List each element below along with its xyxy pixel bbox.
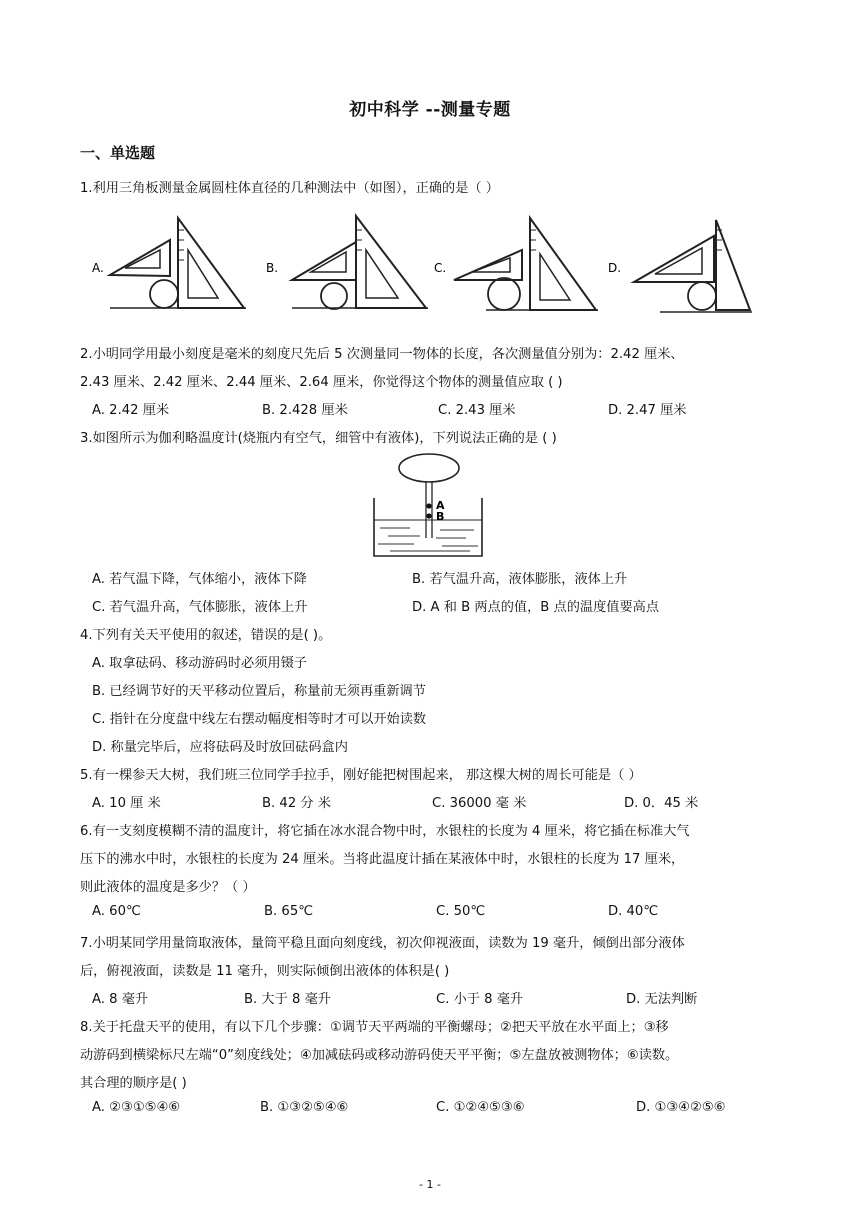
question-6-option-c[interactable]: C. 50℃ (436, 904, 486, 919)
question-8-option-b[interactable]: B. ①③②⑤④⑥ (260, 1100, 349, 1115)
question-6-option-a[interactable]: A. 60℃ (92, 904, 141, 919)
question-2-option-c[interactable]: C. 2.43 厘米 (438, 403, 516, 418)
question-4-option-c[interactable]: C. 指针在分度盘中线左右摆动幅度相等时才可以开始读数 (92, 712, 427, 727)
question-1-figures (80, 210, 760, 322)
question-3-option-d[interactable]: D. A 和 B 两点的值，B 点的温度值要高点 (412, 600, 660, 615)
question-5-stem: 5.有一棵参天大树，我们班三位同学手拉手，刚好能把树围起来， 那这棵大树的周长可能是（ ） (80, 768, 642, 783)
question-7-option-a[interactable]: A. 8 毫升 (92, 992, 149, 1007)
question-5-option-c[interactable]: C. 36000 毫 米 (432, 796, 527, 811)
question-8-stem-line2: 动游码到横梁标尺左端“0”刻度线处；④加减砝码或移动游码使天平平衡；⑤左盘放被测物体；⑥读数。 (80, 1048, 679, 1063)
question-6-stem-line1: 6.有一支刻度模糊不清的温度计，将它插在冰水混合物中时，水银柱的长度为 4 厘米，将它插在标准大气 (80, 824, 690, 839)
question-8-option-a[interactable]: A. ②③①⑤④⑥ (92, 1100, 181, 1115)
question-8-option-d[interactable]: D. ①③④②⑤⑥ (636, 1100, 726, 1115)
figure-c-triangle-rulers (434, 218, 598, 310)
galileo-thermometer-figure (370, 450, 490, 560)
question-8-option-c[interactable]: C. ①②④⑤③⑥ (436, 1100, 525, 1115)
question-6-stem-line2: 压下的沸水中时，水银柱的长度为 24 厘米。当将此温度计插在某液体中时，水银柱的长度为 17 厘米， (80, 852, 685, 867)
question-7-stem-line1: 7.小明某同学用量筒取液体，量筒平稳且面向刻度线，初次仰视液面，读数为 19 毫升，倾倒出部分液体 (80, 936, 685, 951)
question-7-option-d[interactable]: D. 无法判断 (626, 992, 698, 1007)
question-2-option-d[interactable]: D. 2.47 厘米 (608, 403, 687, 418)
question-3-option-c[interactable]: C. 若气温升高，气体膨胀，液体上升 (92, 600, 308, 615)
question-7-option-c[interactable]: C. 小于 8 毫升 (436, 992, 524, 1007)
question-3-option-b[interactable]: B. 若气温升高，液体膨胀，液体上升 (412, 572, 628, 587)
figure-b-triangle-rulers (266, 216, 428, 309)
question-3-stem: 3.如图所示为伽利略温度计(烧瓶内有空气，细管中有液体)，下列说法正确的是 ( ) (80, 431, 557, 446)
figure-d-label: D. (608, 261, 622, 275)
question-6-stem-line3: 则此液体的温度是多少？（ ） (80, 880, 256, 895)
question-4-option-a[interactable]: A. 取拿砝码、移动游码时必须用镊子 (92, 656, 307, 671)
question-4-stem: 4.下列有关天平使用的叙述，错误的是( )。 (80, 628, 332, 643)
question-2-stem-line1: 2.小明同学用最小刻度是毫米的刻度尺先后 5 次测量同一物体的长度，各次测量值分别为：2.42 厘米、 (80, 347, 684, 362)
figure-a-label: A. (92, 261, 104, 275)
question-3-option-a[interactable]: A. 若气温下降，气体缩小，液体下降 (92, 572, 307, 587)
section-heading: 一、单选题 (80, 144, 156, 162)
question-8-stem-line3: 其合理的顺序是( ) (80, 1076, 187, 1091)
page-title: 初中科学 --测量专题 (349, 100, 511, 120)
question-6-option-b[interactable]: B. 65℃ (264, 904, 314, 919)
question-6-option-d[interactable]: D. 40℃ (608, 904, 659, 919)
question-2-option-a[interactable]: A. 2.42 厘米 (92, 403, 170, 418)
figure-c-label: C. (434, 261, 447, 275)
question-5-option-a[interactable]: A. 10 厘 米 (92, 796, 161, 811)
question-4-option-d[interactable]: D. 称量完毕后，应将砝码及时放回砝码盒内 (92, 740, 348, 755)
question-2-stem-line2: 2.43 厘米、2.42 厘米、2.44 厘米、2.64 厘米，你觉得这个物体的测量值应取 ( ) (80, 375, 563, 390)
point-a-label: A (436, 499, 445, 512)
question-5-option-b[interactable]: B. 42 分 米 (262, 796, 331, 811)
page-number: - 1 - (419, 1178, 441, 1191)
question-5-option-d[interactable]: D. 0．45 米 (624, 796, 699, 811)
question-1-stem: 1.利用三角板测量金属圆柱体直径的几种测法中（如图），正确的是（ ） (80, 181, 499, 196)
question-7-stem-line2: 后，俯视液面，读数是 11 毫升，则实际倾倒出液体的体积是( ) (80, 964, 450, 979)
figure-a-triangle-rulers (92, 218, 246, 308)
question-2-option-b[interactable]: B. 2.428 厘米 (262, 403, 348, 418)
point-b-label: B (436, 510, 445, 523)
question-4-option-b[interactable]: B. 已经调节好的天平移动位置后，称量前无须再重新调节 (92, 684, 426, 699)
question-8-stem-line1: 8.关于托盘天平的使用，有以下几个步骤：①调节天平两端的平衡螺母；②把天平放在水平面上；③移 (80, 1020, 669, 1035)
figure-d-triangle-rulers (608, 220, 752, 312)
figure-b-label: B. (266, 261, 279, 275)
question-7-option-b[interactable]: B. 大于 8 毫升 (244, 992, 331, 1007)
